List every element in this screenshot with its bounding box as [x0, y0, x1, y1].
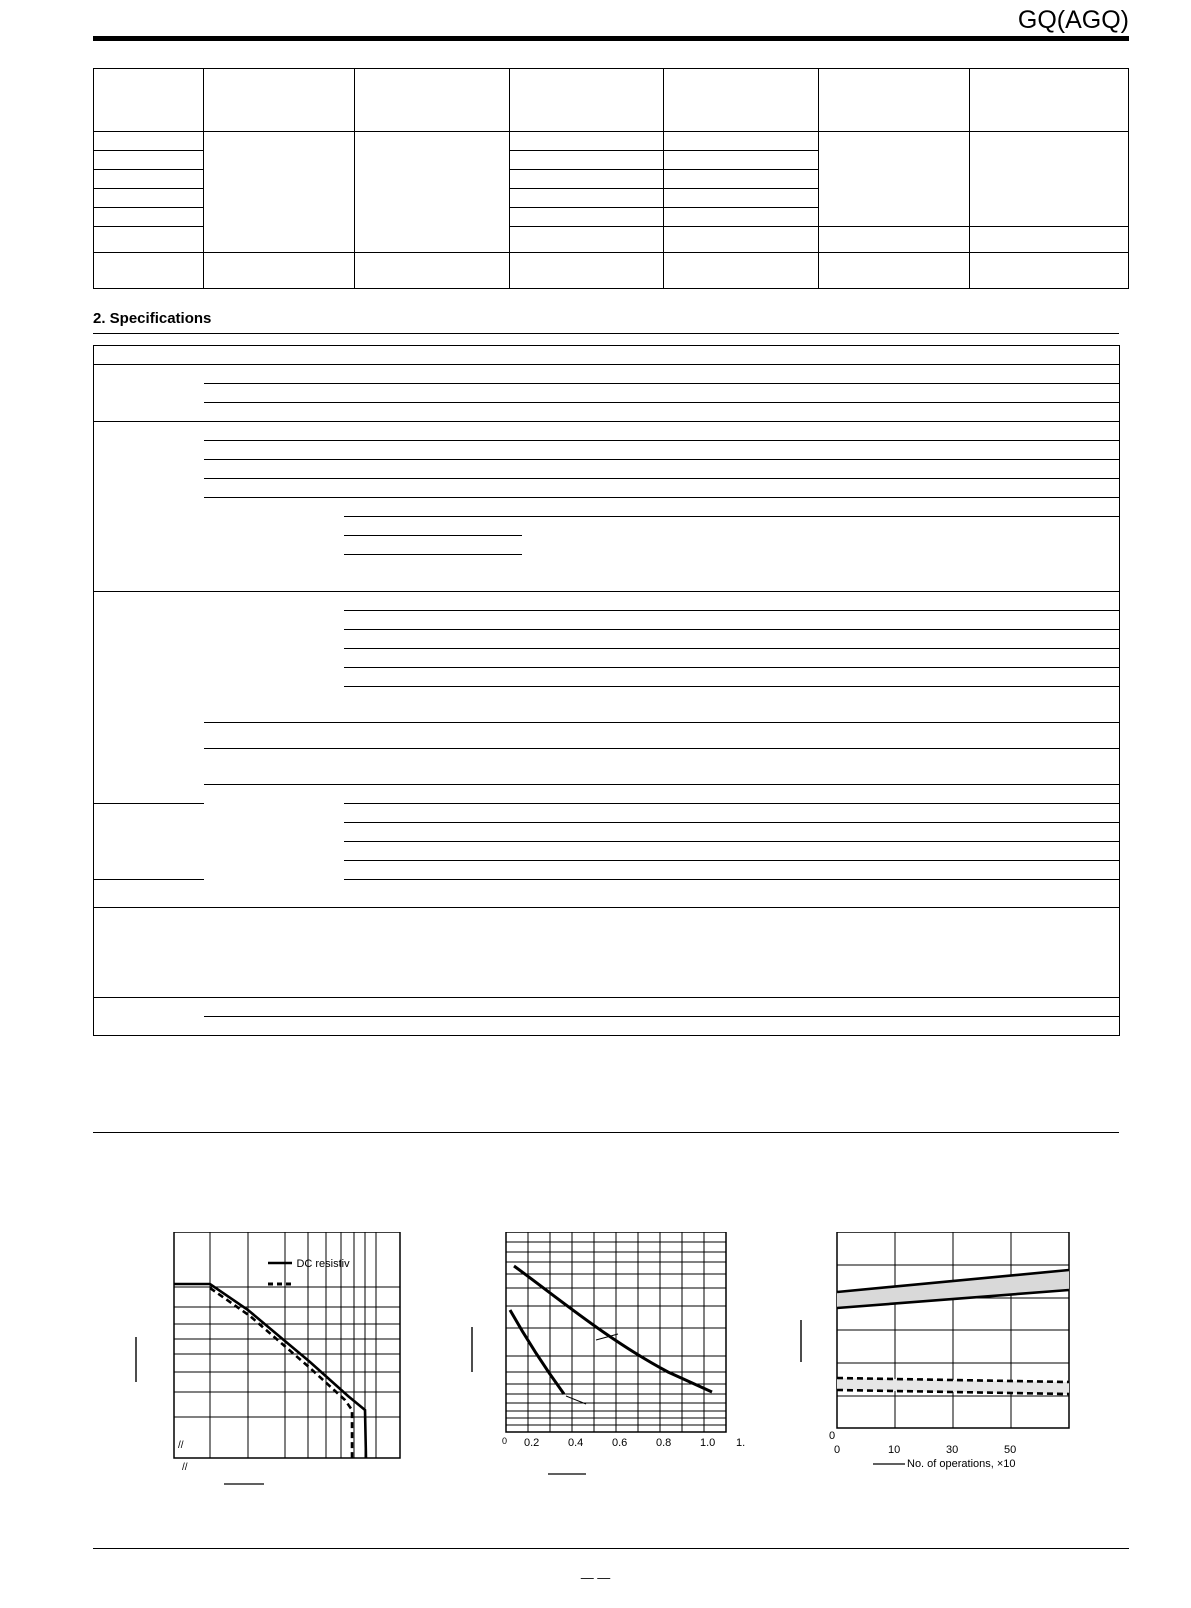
spec-row-subsublabel	[344, 592, 522, 611]
spec-row-label	[94, 384, 204, 403]
table-cell	[354, 69, 509, 132]
specs-bottom-rule	[93, 1132, 1119, 1133]
chart-1-series-solid	[174, 1284, 366, 1458]
spec-row-value	[522, 842, 1120, 861]
spec-row-value	[522, 1017, 1120, 1036]
spec-row-label	[94, 441, 204, 460]
table-cell	[509, 208, 664, 227]
table-cell	[819, 132, 970, 227]
table-cell	[94, 151, 204, 170]
chart-2-xtick-1: 0.4	[568, 1437, 584, 1449]
spec-row-sublabel	[204, 998, 522, 1017]
spec-row-sublabel	[204, 346, 522, 365]
chart-2-xtick-5: 1.	[736, 1437, 746, 1449]
spec-row-sublabel	[204, 403, 522, 422]
spec-row-subsublabel	[344, 649, 522, 668]
header-rule	[93, 36, 1129, 41]
spec-row-sublabel	[204, 498, 344, 574]
spec-row-label	[94, 498, 204, 517]
chart-3-ytick-0: 0	[829, 1430, 836, 1442]
spec-row-subsublabel	[344, 823, 522, 842]
spec-row-sublabel	[204, 1017, 522, 1036]
spec-row-value	[522, 861, 1120, 880]
chart-2-xtick-2: 0.6	[612, 1437, 628, 1449]
spec-row-value	[522, 668, 1120, 687]
spec-row-sublabel	[204, 573, 522, 592]
spec-row-sublabel	[204, 842, 344, 880]
spec-row-value	[522, 823, 1120, 842]
spec-row-label	[94, 668, 204, 687]
spec-row-label	[94, 723, 204, 749]
spec-row-sublabel	[204, 880, 522, 908]
table-cell	[970, 132, 1129, 227]
table-cell	[970, 69, 1129, 132]
spec-row-subsublabel	[344, 517, 522, 536]
spec-row-sublabel	[204, 785, 344, 842]
spec-row-label	[94, 687, 204, 723]
spec-row-subsublabel	[344, 842, 522, 861]
chart-3-xtick-0: 0	[834, 1444, 841, 1456]
spec-row-sublabel	[204, 441, 522, 460]
spec-row-subsublabel	[344, 630, 522, 649]
spec-row-value	[522, 460, 1120, 479]
spec-row-value	[522, 785, 1120, 804]
spec-row-value	[522, 498, 1120, 517]
spec-row-label	[94, 842, 204, 861]
spec-row-label	[94, 555, 204, 574]
svg-text://: //	[182, 1462, 188, 1473]
spec-row-label	[94, 880, 204, 908]
table-cell	[94, 208, 204, 227]
table-cell	[664, 227, 819, 253]
table-cell	[509, 170, 664, 189]
spec-row-sublabel	[204, 365, 522, 384]
svg-text:0: 0	[502, 1436, 508, 1446]
spec-row-subsublabel	[344, 785, 522, 804]
svg-text://: //	[178, 1440, 184, 1451]
spec-row-label	[94, 804, 204, 823]
spec-row-sublabel	[204, 649, 344, 687]
chart-3-xaxis-label: No. of operations, ×10	[907, 1458, 1016, 1470]
spec-row-value	[522, 365, 1120, 384]
spec-row-label	[94, 365, 204, 384]
legend-dashed-swatch	[268, 1279, 292, 1289]
table-cell	[819, 227, 970, 253]
spec-row-value	[522, 441, 1120, 460]
table-cell	[970, 253, 1129, 289]
spec-row-label	[94, 998, 204, 1017]
spec-row-value	[522, 592, 1120, 611]
spec-row-value	[522, 422, 1120, 441]
spec-row-label	[94, 611, 204, 630]
table-cell	[509, 69, 664, 132]
spec-row-value	[522, 880, 1120, 908]
table-cell	[94, 69, 204, 132]
table-cell	[509, 253, 664, 289]
spec-row-value	[522, 346, 1120, 365]
spec-row-sublabel	[204, 479, 522, 498]
table-cell	[509, 151, 664, 170]
legend-solid-swatch	[268, 1258, 292, 1268]
section-heading-specifications: 2. Specifications	[93, 310, 212, 327]
spec-row-sublabel	[204, 592, 344, 649]
spec-row-value	[522, 517, 1120, 536]
table-cell	[970, 227, 1129, 253]
spec-row-label	[94, 346, 204, 365]
spec-row-sublabel	[204, 384, 522, 403]
spec-row-value	[522, 687, 1120, 723]
chart-1-series-dashed	[210, 1288, 352, 1458]
spec-row-sublabel	[204, 908, 522, 998]
spec-row-value	[522, 384, 1120, 403]
spec-row-label	[94, 536, 204, 555]
chart-1-legend	[268, 1254, 350, 1272]
spec-row-value	[522, 573, 1120, 592]
table-cell	[204, 253, 355, 289]
table-cell	[204, 132, 355, 253]
table-cell	[94, 170, 204, 189]
chart-2-series-lower	[510, 1310, 564, 1394]
spec-row-label	[94, 403, 204, 422]
table-cell	[94, 189, 204, 208]
spec-row-sublabel	[204, 687, 522, 723]
spec-row-label	[94, 749, 204, 785]
table-cell	[204, 69, 355, 132]
spec-row-label	[94, 785, 204, 804]
table-cell	[509, 189, 664, 208]
spec-row-subsublabel	[344, 668, 522, 687]
chart-3-xtick-1: 10	[888, 1444, 901, 1456]
footer-rule	[93, 1548, 1129, 1549]
spec-row-label	[94, 479, 204, 498]
spec-row-value	[522, 723, 1120, 749]
spec-row-label	[94, 422, 204, 441]
chart-3	[795, 1232, 1095, 1492]
chart-2-xtick-3: 0.8	[656, 1437, 672, 1449]
table-cell	[94, 253, 204, 289]
table-cell	[354, 132, 509, 253]
spec-row-subsublabel	[344, 611, 522, 630]
spec-row-value	[522, 998, 1120, 1017]
spec-row-label	[94, 517, 204, 536]
page-number: — —	[580, 1570, 611, 1585]
spec-row-subsublabel	[344, 555, 522, 574]
chart-1-legend-dashed	[268, 1276, 292, 1294]
chart-1-legend-label-1: DC resistiv	[296, 1258, 350, 1270]
chart-2	[468, 1232, 758, 1492]
spec-row-subsublabel	[344, 536, 522, 555]
table-cell	[664, 208, 819, 227]
table-cell	[664, 132, 819, 151]
chart-2-plot	[468, 1232, 758, 1492]
spec-row-label	[94, 1017, 204, 1036]
spec-row-label	[94, 630, 204, 649]
specifications-table	[93, 345, 1120, 1036]
spec-row-value	[522, 630, 1120, 649]
spec-row-sublabel	[204, 723, 522, 749]
table-cell	[819, 253, 970, 289]
spec-row-subsublabel	[344, 861, 522, 880]
spec-row-value	[522, 536, 1120, 555]
part-number-table	[93, 68, 1129, 289]
table-cell	[354, 253, 509, 289]
spec-row-value	[522, 804, 1120, 823]
spec-row-value	[522, 555, 1120, 574]
table-cell	[509, 227, 664, 253]
chart-2-xtick-0: 0.2	[524, 1437, 540, 1449]
table-cell	[664, 170, 819, 189]
table-cell	[664, 253, 819, 289]
section-rule	[93, 333, 1119, 334]
spec-row-label	[94, 592, 204, 611]
spec-row-label	[94, 649, 204, 668]
spec-row-sublabel	[204, 422, 522, 441]
spec-row-value	[522, 649, 1120, 668]
chart-3-xtick-2: 30	[946, 1444, 959, 1456]
chart-1	[130, 1232, 420, 1492]
spec-row-sublabel	[204, 749, 522, 785]
table-cell	[509, 132, 664, 151]
spec-row-label	[94, 823, 204, 842]
table-cell	[664, 69, 819, 132]
chart-3-xtick-3: 50	[1004, 1444, 1017, 1456]
spec-row-sublabel	[204, 460, 522, 479]
chart-2-xtick-4: 1.0	[700, 1437, 716, 1449]
spec-row-value	[522, 403, 1120, 422]
spec-row-value	[522, 479, 1120, 498]
table-cell	[819, 69, 970, 132]
table-cell	[94, 227, 204, 253]
spec-row-subsublabel	[344, 804, 522, 823]
spec-row-value	[522, 908, 1120, 998]
page-title: GQ(AGQ)	[1017, 6, 1129, 34]
table-cell	[664, 151, 819, 170]
spec-row-value	[522, 611, 1120, 630]
spec-row-label	[94, 861, 204, 880]
spec-row-label	[94, 908, 204, 998]
table-cell	[94, 132, 204, 151]
spec-row-value	[522, 749, 1120, 785]
spec-row-label	[94, 573, 204, 592]
spec-row-label	[94, 460, 204, 479]
table-cell	[664, 189, 819, 208]
spec-row-subsublabel	[344, 498, 522, 517]
